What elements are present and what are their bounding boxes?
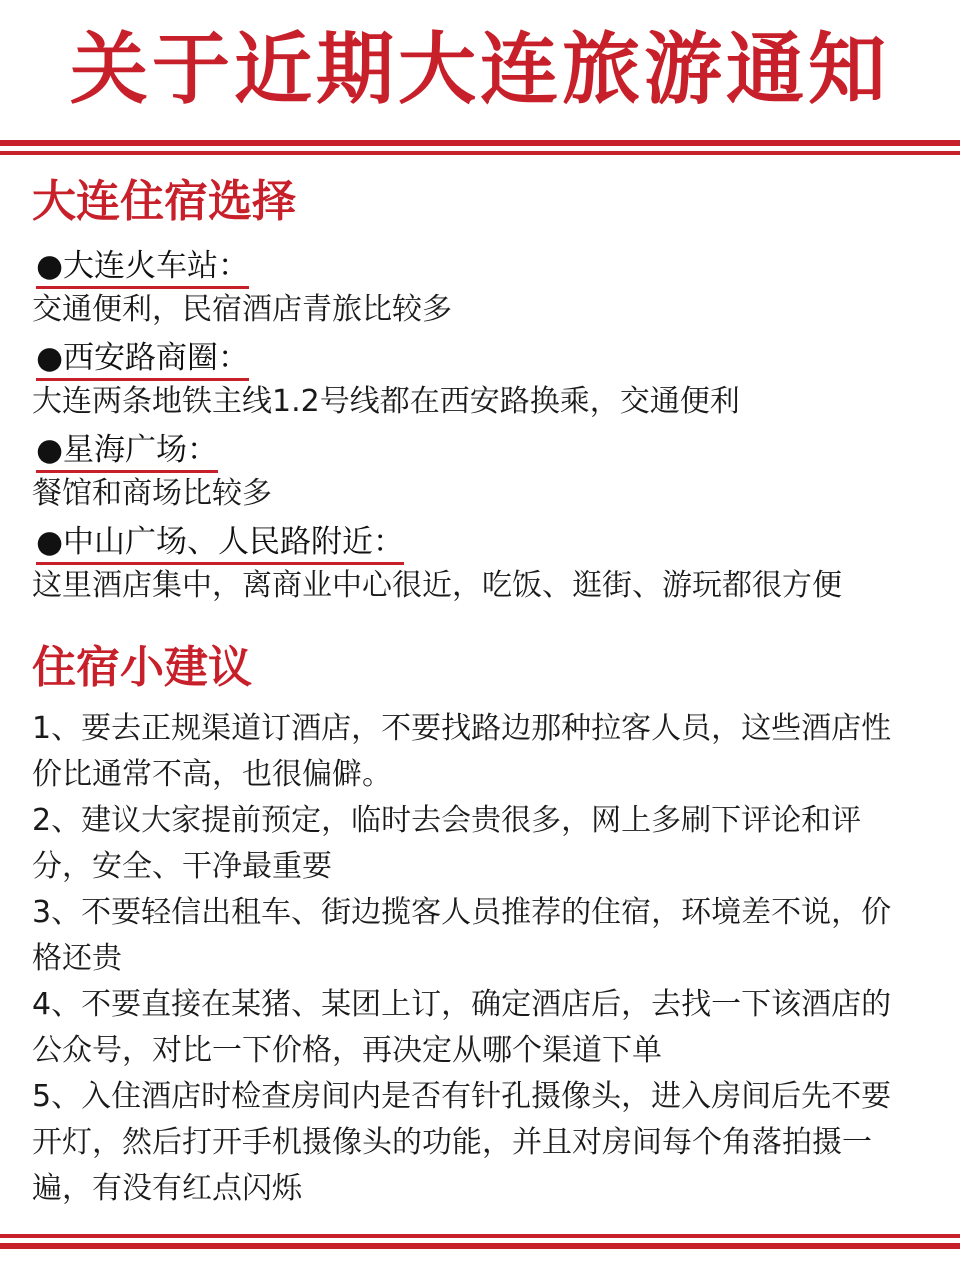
place-desc-xian-road: 大连两条地铁主线1.2号线都在西安路换乘，交通便利 (32, 384, 740, 419)
page-title: 关于近期大连旅游通知 (69, 25, 890, 115)
place-name-zhongshan-square: ●中山广场、人民路附近： (36, 524, 404, 565)
tip-item: 5、入住酒店时检查房间内是否有针孔摄像头，进入房间后先不要开灯，然后打开手机摄像头的功能，并且对房间每个角落拍摄一遍，有没有红点闪烁 (32, 1079, 892, 1206)
lodging-section-heading: 大连住宿选择 (32, 176, 296, 227)
tip-item: 4、不要直接在某猪、某团上订，确定酒店后，去找一下该酒店的公众号，对比一下价格，再决定从哪个渠道下单 (32, 987, 892, 1068)
tips-section-heading: 住宿小建议 (32, 642, 252, 693)
place-name-xinghai-square: ●星海广场： (36, 432, 218, 473)
place-desc-zhongshan-square: 这里酒店集中，离商业中心很近，吃饭、逛街、游玩都很方便 (32, 568, 842, 603)
tip-item: 1、要去正规渠道订酒店，不要找路边那种拉客人员，这些酒店性价比通常不高，也很偏僻。 (32, 711, 892, 792)
place-desc-train-station: 交通便利，民宿酒店青旅比较多 (32, 292, 452, 327)
place-name-xian-road: ●西安路商圈： (36, 340, 249, 381)
tip-item: 3、不要轻信出租车、街边揽客人员推荐的住宿，环境差不说，价格还贵 (32, 895, 892, 976)
header-divider-thin (0, 151, 960, 155)
footer-divider-thin (0, 1234, 960, 1238)
footer-divider-thick (0, 1243, 960, 1249)
tips-list (32, 706, 912, 1212)
tip-item: 2、建议大家提前预定，临时去会贵很多，网上多刷下评论和评分，安全、干净最重要 (32, 803, 862, 884)
header-divider-thick (0, 140, 960, 146)
place-name-train-station: ●大连火车站： (36, 248, 249, 289)
place-desc-xinghai-square: 餐馆和商场比较多 (32, 476, 272, 511)
